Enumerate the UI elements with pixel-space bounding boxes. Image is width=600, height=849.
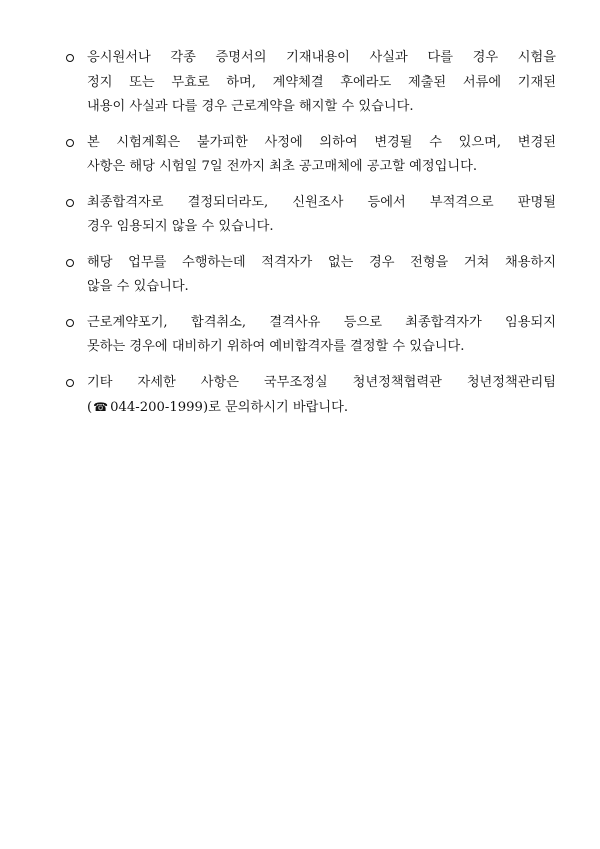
- bullet-icon: [66, 379, 74, 387]
- notice-line: 본 시험계획은 불가피한 사정에 의하여 변경될 수 있으며, 변경된: [87, 134, 556, 150]
- bullet-icon: [66, 139, 74, 147]
- notice-line: 않을 수 있습니다.: [87, 279, 189, 294]
- contact-text: )로 문의하시기 바랍니다.: [202, 400, 349, 415]
- phone-number: 044-200-1999: [110, 400, 203, 415]
- bullet-icon: [66, 319, 74, 327]
- bullet-icon: [66, 199, 74, 207]
- notice-line: 기타 자세한 사항은 국무조정실 청년정책협력관 청년정책관리팀: [87, 374, 556, 390]
- notice-line-contact: [87, 395, 556, 421]
- notice-line: 정지 또는 무효로 하며, 계약체결 후에라도 제출된 서류에 기재된: [87, 74, 556, 90]
- notice-line: 근로계약포기, 합격취소, 결격사유 등으로 최종합격자가 임용되지: [87, 314, 556, 330]
- notice-item-6: [66, 371, 556, 421]
- notice-item-2: [66, 131, 556, 180]
- paren-open: (: [87, 400, 93, 415]
- notice-line: 못하는 경우에 대비하기 위하여 예비합격자를 결정할 수 있습니다.: [87, 339, 465, 354]
- notice-item-1: [66, 46, 556, 120]
- bullet-icon: [66, 54, 74, 62]
- notice-line: 최종합격자로 결정되더라도, 신원조사 등에서 부적격으로 판명될: [87, 194, 556, 210]
- notice-item-4: [66, 251, 556, 300]
- notice-line: 내용이 사실과 다를 경우 근로계약을 해지할 수 있습니다.: [87, 99, 414, 114]
- notice-line: 사항은 해당 시험일 7일 전까지 최초 공고매체에 공고할 예정입니다.: [87, 159, 478, 174]
- notice-line: 해당 업무를 수행하는데 적격자가 없는 경우 전형을 거쳐 채용하지: [87, 254, 556, 270]
- notice-item-5: [66, 311, 556, 360]
- bullet-icon: [66, 259, 74, 267]
- telephone-icon: ☎: [93, 400, 109, 414]
- notice-line: 응시원서나 각종 증명서의 기재내용이 사실과 다를 경우 시험을: [87, 50, 556, 65]
- notice-list: [66, 46, 556, 432]
- notice-line: 경우 임용되지 않을 수 있습니다.: [87, 219, 274, 234]
- notice-item-3: [66, 191, 556, 240]
